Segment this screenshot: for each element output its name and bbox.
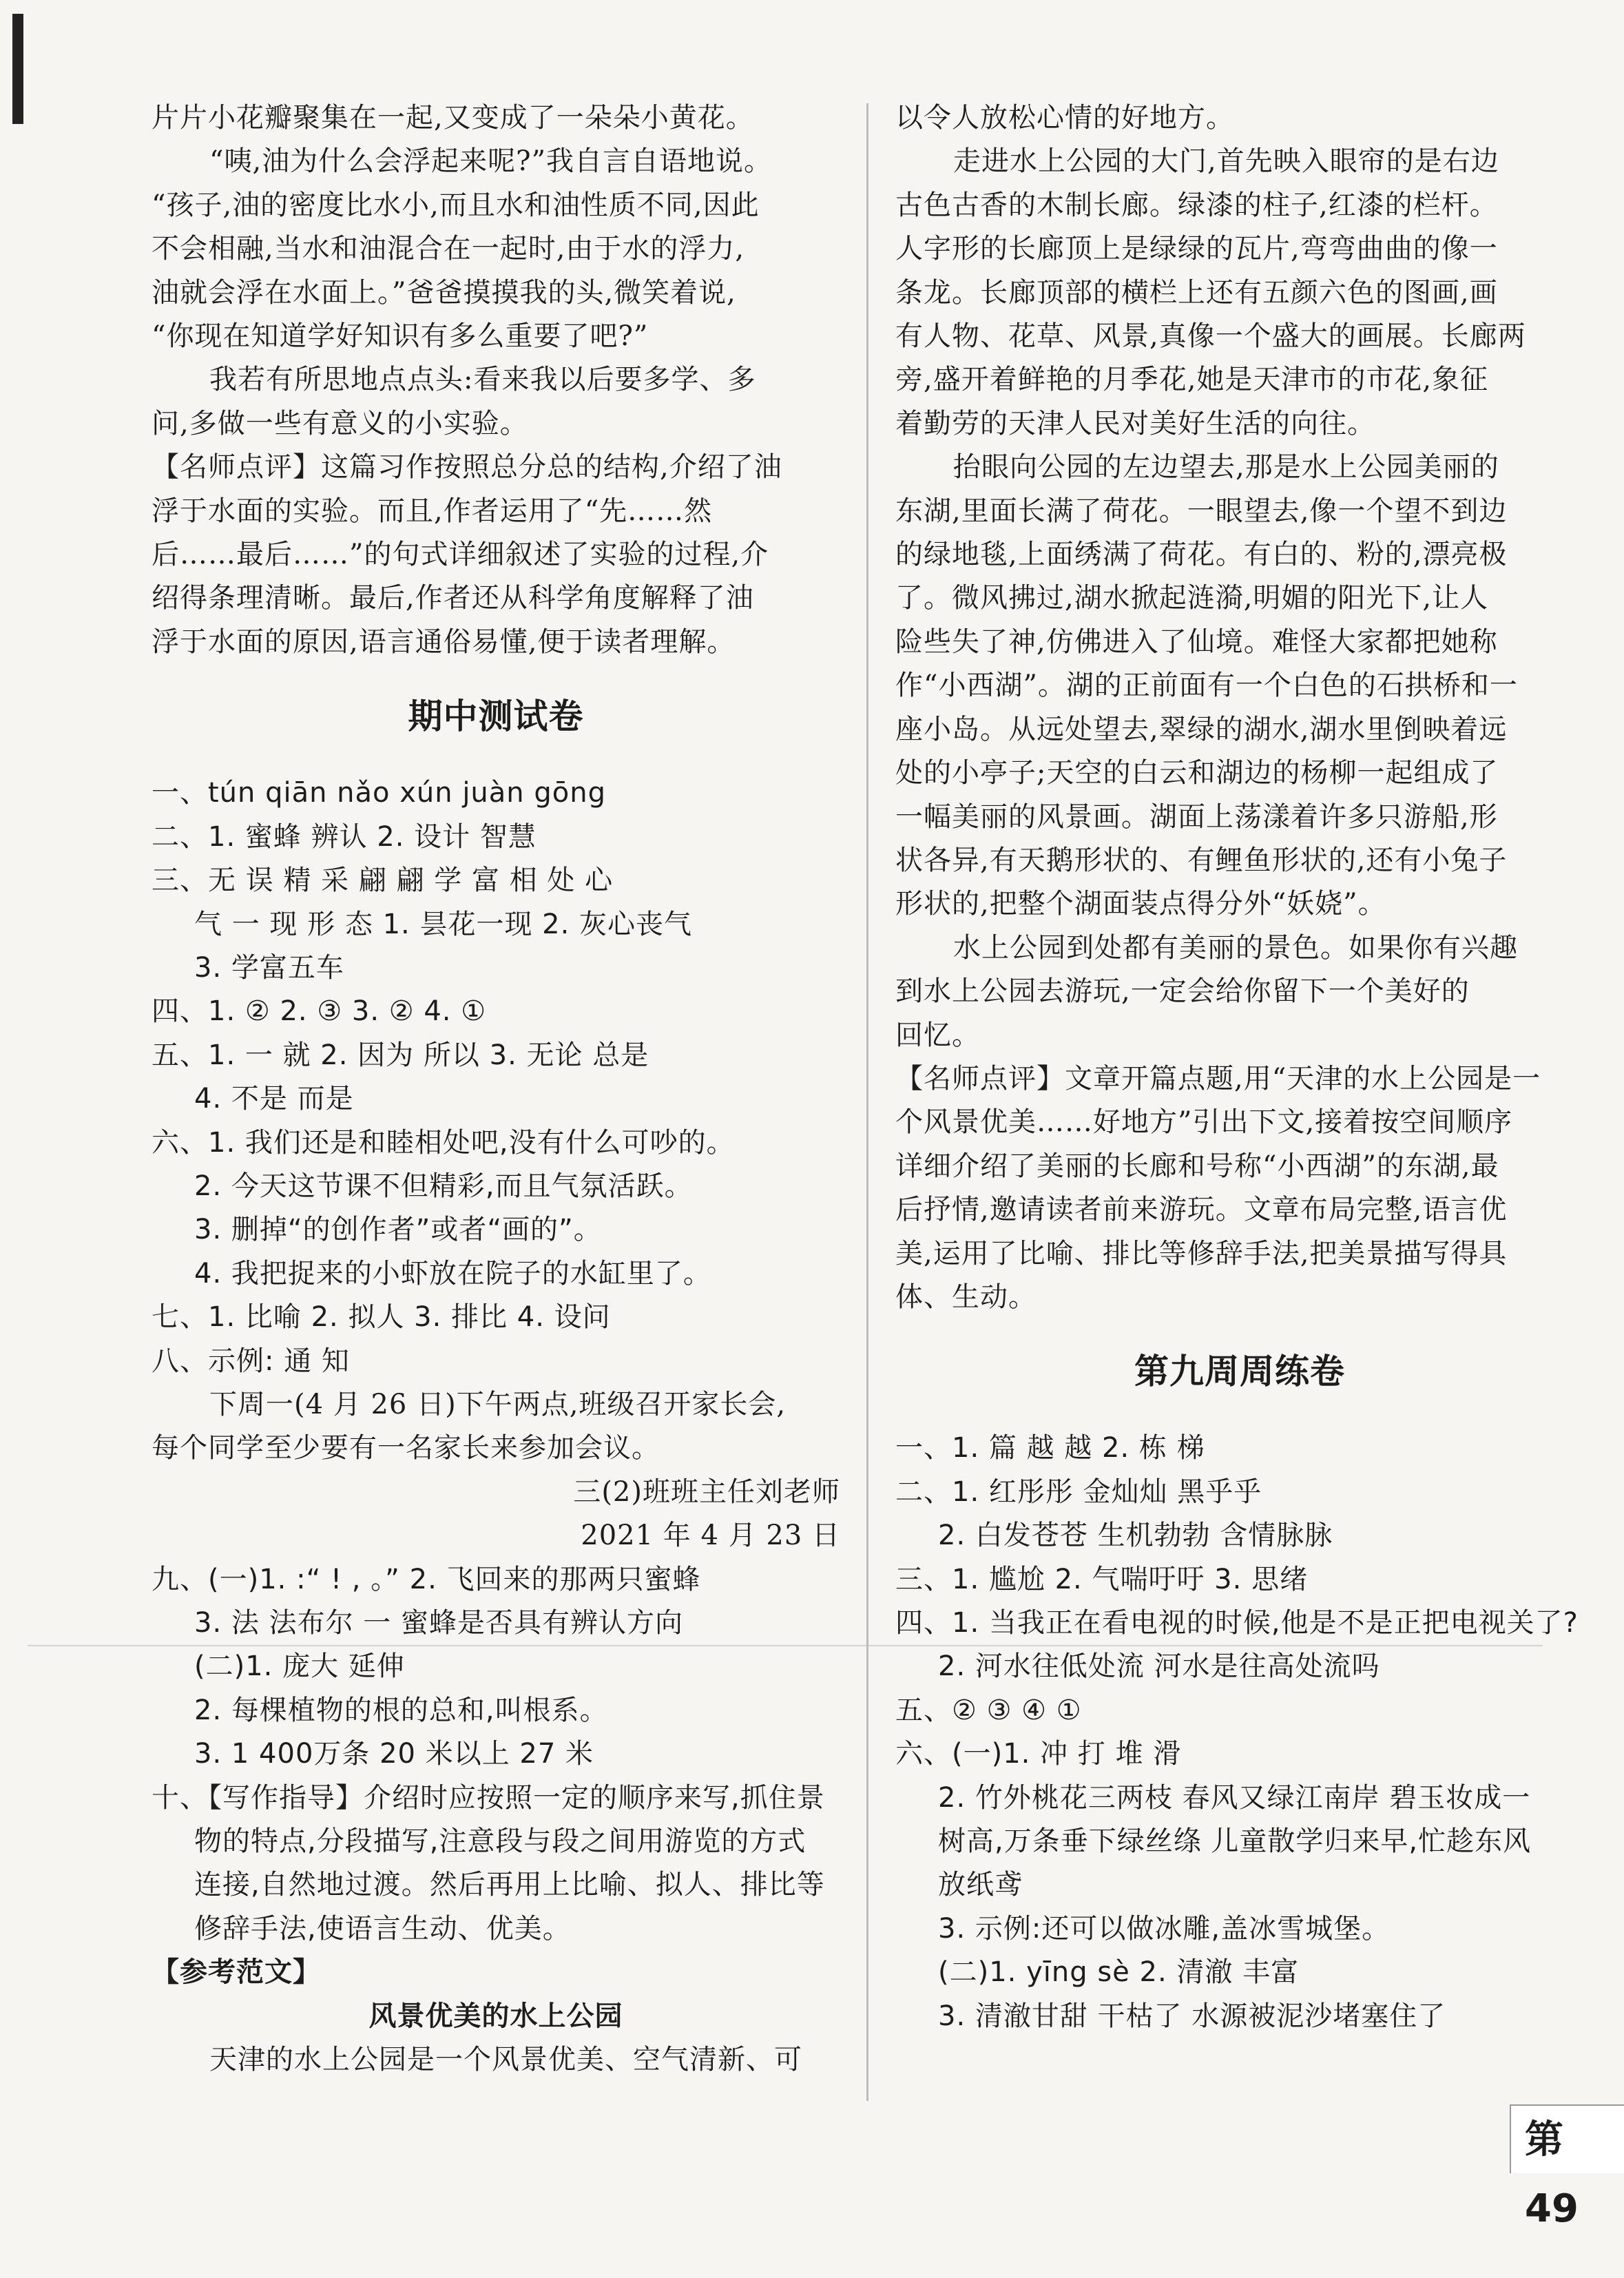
text-line: 【参考范文】 [152, 1956, 321, 1989]
text-line: 险些失了神,仿佛进入了仙境。难怪大家都把她称 [895, 625, 1498, 658]
text-line: 有人物、花草、风景,真像一个盛大的画展。长廊两 [895, 320, 1526, 353]
text-line: 作“小西湖”。湖的正前面有一个白色的石拱桥和一 [895, 670, 1518, 702]
text-line: 4. 不是 而是 [194, 1083, 354, 1115]
text-line: 四、1. 当我正在看电视的时候,他是不是正把电视关了? [895, 1607, 1579, 1639]
text-line: 2. 白发苍苍 生机勃勃 含情脉脉 [938, 1520, 1333, 1552]
text-line: 条龙。长廊顶部的横栏上还有五颜六色的图画,画 [895, 276, 1498, 309]
text-line: 我若有所思地点点头:看来我以后要多学、多 [209, 364, 756, 396]
text-line: 以令人放松心情的好地方。 [895, 102, 1234, 134]
text-line: 七、1. 比喻 2. 拟人 3. 排比 4. 设问 [152, 1301, 611, 1334]
left-column [152, 96, 840, 2082]
text-line: 放纸鸢 [938, 1869, 1023, 1901]
text-line: 2. 每棵植物的根的总和,叫根系。 [194, 1694, 608, 1726]
column-divider [866, 103, 868, 2101]
text-line: 一幅美丽的风景画。湖面上荡漾着许多只游船,形 [895, 800, 1498, 833]
text-line: 下周一(4 月 26 日)下午两点,班级召开家长会, [209, 1388, 787, 1420]
text-line: 古色古香的木制长廊。绿漆的柱子,红漆的栏杆。 [895, 189, 1498, 221]
text-line: 2. 河水往低处流 河水是往高处流吗 [938, 1650, 1380, 1683]
text-line: 二、1. 蜜蜂 辨认 2. 设计 智慧 [152, 820, 537, 853]
text-line: 每个同学至少要有一名家长来参加会议。 [152, 1432, 660, 1464]
text-line: 树高,万条垂下绿丝绦 儿童散学归来早,忙趁东风 [938, 1825, 1532, 1858]
text-line: 浮于水面的实验。而且,作者运用了“先……然 [152, 495, 713, 527]
section-heading: 三(2)班班主任刘老师 [573, 1475, 840, 1508]
text-line: 浮于水面的原因,语言通俗易懂,便于读者理解。 [152, 625, 736, 658]
text-line: 个风景优美……好地方”引出下文,接着按空间顺序 [895, 1106, 1513, 1139]
text-line: 十、【写作指导】介绍时应按照一定的顺序来写,抓住景 [152, 1781, 825, 1814]
text-line: 四、1. ② 2. ③ 3. ② 4. ① [152, 995, 487, 1028]
text-line: 五、② ③ ④ ① [895, 1694, 1082, 1726]
text-line: 六、(一)1. 冲 打 堆 滑 [895, 1738, 1182, 1770]
text-line: 后……最后……”的句式详细叙述了实验的过程,介 [152, 539, 769, 571]
text-line: 一、tún qiān nǎo xún juàn gōng [152, 777, 606, 809]
text-line: 水上公园到处都有美丽的景色。如果你有兴趣 [953, 931, 1518, 964]
text-line: 详细介绍了美丽的长廊和号称“小西湖”的东湖,最 [895, 1150, 1499, 1182]
text-line: 3. 清澈甘甜 干枯了 水源被泥沙堵塞住了 [938, 2000, 1446, 2032]
text-line: 4. 我把捉来的小虾放在院子的水缸里了。 [194, 1257, 711, 1290]
text-line: 3. 示例:还可以做冰雕,盖冰雪城堡。 [938, 1912, 1391, 1945]
text-line: 处的小亭子;天空的白云和湖边的杨柳一起组成了 [895, 757, 1499, 789]
text-line: 到水上公园去游玩,一定会给你留下一个美好的 [895, 975, 1470, 1008]
text-line: (二)1. yīng sè 2. 清澈 丰富 [938, 1956, 1300, 1989]
text-line: 后抒情,邀请读者前来游玩。文章布局完整,语言优 [895, 1194, 1508, 1226]
text-line: 天津的水上公园是一个风景优美、空气清新、可 [209, 2044, 802, 2076]
text-line: 的绿地毯,上面绣满了荷花。有白的、粉的,漂亮极 [895, 539, 1508, 571]
text-line: 九、(一)1. :“ ! , 。” 2. 飞回来的那两只蜜蜂 [152, 1563, 701, 1595]
section-heading: 第九周周练卷 [1134, 1352, 1345, 1392]
text-line: 物的特点,分段描写,注意段与段之间用游览的方式 [194, 1825, 806, 1858]
page-number-tab: 第 49 [1510, 2104, 1624, 2173]
text-line: 了。微风拂过,湖水掀起涟漪,明媚的阳光下,让人 [895, 582, 1489, 614]
text-line: “孩子,油的密度比水小,而且水和油性质不同,因此 [152, 189, 760, 221]
text-line: (二)1. 庞大 延伸 [194, 1650, 405, 1683]
text-line: 风景优美的水上公园 [368, 2000, 623, 2032]
text-line: 抬眼向公园的左边望去,那是水上公园美丽的 [953, 451, 1499, 484]
text-line: 人字形的长廊顶上是绿绿的瓦片,弯弯曲曲的像一 [895, 233, 1498, 265]
text-line: 东湖,里面长满了荷花。一眼望去,像一个望不到边 [895, 495, 1508, 527]
text-line: 着勤劳的天津人民对美好生活的向往。 [895, 407, 1375, 439]
text-line: 片片小花瓣聚集在一起,又变成了一朵朵小黄花。 [152, 102, 754, 134]
text-line: 【名师点评】这篇习作按照总分总的结构,介绍了油 [152, 451, 782, 484]
text-line: 美,运用了比喻、排比等修辞手法,把美景描写得具 [895, 1237, 1508, 1270]
text-line: 2. 今天这节课不但精彩,而且气氛活跃。 [194, 1170, 693, 1202]
text-line: 走进水上公园的大门,首先映入眼帘的是右边 [953, 145, 1499, 178]
text-line: 五、1. 一 就 2. 因为 所以 3. 无论 总是 [152, 1039, 649, 1071]
text-line: 油就会浮在水面上。”爸爸摸摸我的头,微笑着说, [152, 276, 736, 309]
text-line: 三、无 误 精 采 翩 翩 学 富 相 处 心 [152, 864, 614, 897]
text-line: 体、生动。 [895, 1281, 1037, 1313]
text-line: “你现在知道学好知识有多么重要了吧?” [152, 320, 649, 353]
text-line: 形状的,把整个湖面装点得分外“妖娆”。 [895, 888, 1386, 920]
text-line: 问,多做一些有意义的小实验。 [152, 407, 528, 439]
text-line: 3. 1 400万条 20 米以上 27 米 [194, 1738, 594, 1770]
text-line: 3. 法 法布尔 一 蜜蜂是否具有辨认方向 [194, 1607, 684, 1639]
text-line: 气 一 现 形 态 1. 昙花一现 2. 灰心丧气 [194, 908, 693, 940]
text-line: 八、示例: 通 知 [152, 1345, 350, 1377]
text-line: 旁,盛开着鲜艳的月季花,她是天津市的市花,象征 [895, 364, 1489, 396]
text-line: 连接,自然地过渡。然后再用上比喻、拟人、排比等 [194, 1869, 825, 1901]
text-line: 状各异,有天鹅形状的、有鲤鱼形状的,还有小兔子 [895, 844, 1508, 876]
text-line: 座小岛。从远处望去,翠绿的湖水,湖水里倒映着远 [895, 713, 1508, 745]
text-line: 绍得条理清晰。最后,作者还从科学角度解释了油 [152, 582, 754, 614]
text-line: 【名师点评】文章开篇点题,用“天津的水上公园是一 [895, 1062, 1541, 1095]
text-line: 2. 竹外桃花三两枝 春风又绿江南岸 碧玉妆成一 [938, 1781, 1531, 1814]
text-line: “咦,油为什么会浮起来呢?”我自言自语地说。 [209, 145, 773, 178]
text-line: 二、1. 红彤彤 金灿灿 黑乎乎 [895, 1475, 1262, 1508]
text-line: 三、1. 尴尬 2. 气喘吁吁 3. 思绪 [895, 1563, 1309, 1595]
section-heading: 期中测试卷 [408, 696, 584, 737]
text-line: 不会相融,当水和油混合在一起时,由于水的浮力, [152, 233, 745, 265]
section-heading: 2021 年 4 月 23 日 [581, 1520, 840, 1552]
right-column [895, 96, 1584, 2038]
text-line: 六、1. 我们还是和睦相处吧,没有什么可吵的。 [152, 1126, 735, 1159]
text-line: 修辞手法,使语言生动、优美。 [194, 1912, 571, 1945]
text-line: 回忆。 [895, 1019, 980, 1051]
binding-mark [12, 14, 23, 124]
text-line: 一、1. 篇 越 越 2. 栋 梯 [895, 1432, 1205, 1464]
text-line: 3. 学富五车 [194, 951, 344, 984]
text-line: 3. 删掉“的创作者”或者“画的”。 [194, 1214, 602, 1246]
